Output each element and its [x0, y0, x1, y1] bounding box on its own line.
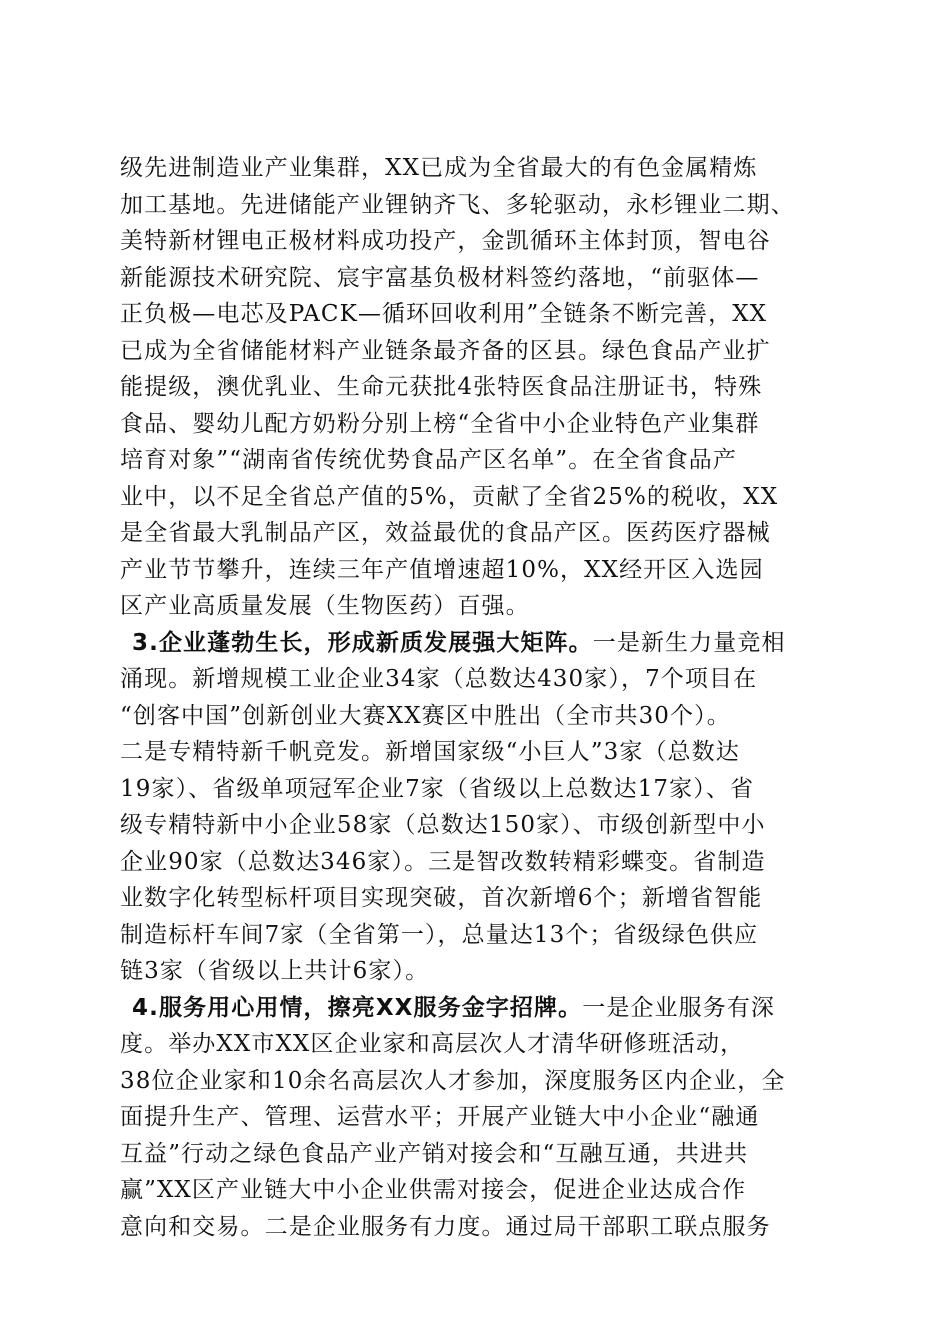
section-heading: 3.企业蓬勃生长，形成新质发展强大矩阵。	[132, 629, 593, 656]
section-heading: 4.服务用心用情，擦亮XX服务金字招牌。	[132, 994, 583, 1021]
text-line: 业中，以不足全省总产值的5%，贡献了全省25%的税收，XX	[120, 483, 779, 510]
text-line: 食品、婴幼儿配方奶粉分别上榜“全省中小企业特色产业集群	[120, 410, 760, 437]
text-line: 已成为全省储能材料产业链条最齐备的区县。绿色食品产业扩	[120, 337, 771, 364]
paragraph-heading-line	[120, 990, 832, 1027]
heading-continuation: 一是新生力量竞相	[592, 629, 786, 656]
paragraph-enterprise-service	[120, 990, 832, 1246]
heading-continuation: 一是企业服务有深	[582, 994, 776, 1021]
text-line: 制造标杆车间7家（全省第一），总量达13个；省级绿色供应	[120, 921, 759, 948]
text-line: 能提级，澳优乳业、生命元获批4张特医食品注册证书，特殊	[120, 374, 763, 400]
text-line: 级先进制造业产业集群，XX已成为全省最大的有色金属精炼	[120, 155, 758, 181]
text-line: 面提升生产、管理、运营水平；开展产业链大中小企业“融通	[120, 1104, 760, 1130]
text-line: 新能源技术研究院、宸宇富基负极材料签约落地，“前驱体—	[120, 264, 760, 291]
text-line: 正负极—电芯及PACK—循环回收利用”全链条不断完善，XX	[120, 301, 768, 327]
text-line: 二是专精特新千帆竞发。新增国家级“小巨人”3家（总数达	[120, 739, 740, 765]
text-line: 赢”XX区产业链大中小企业供需对接会，促进企业达成合作	[120, 1177, 747, 1203]
text-line: 意向和交易。二是企业服务有力度。通过局干部职工联点服务	[120, 1213, 771, 1240]
text-line: 美特新材锂电正极材料成功投产，金凯循环主体封顶，智电谷	[120, 228, 771, 254]
paragraph-industry-clusters	[120, 150, 832, 625]
text-line: 业数字化转型标杆项目实现突破，首次新增6个；新增省智能	[120, 885, 763, 911]
text-line: 级专精特新中小企业58家（总数达150家）、市级创新型中小	[120, 812, 766, 838]
text-line: 培育对象”“湖南省传统优势食品产区名单”。在全省食品产	[120, 447, 737, 473]
document-body	[120, 150, 832, 1245]
text-line: 链3家（省级以上共计6家）。	[120, 958, 430, 984]
text-line: 加工基地。先进储能产业锂钠齐飞、多轮驱动，永杉锂业二期、	[120, 191, 795, 218]
text-line: 产业节节攀升，连续三年产值增速超10%，XX经开区入选园	[120, 556, 764, 583]
text-line: 度。举办XX市XX区企业家和高层次人才清华研修班活动，	[120, 1031, 745, 1057]
text-line: 19家）、省级单项冠军企业7家（省级以上总数达17家）、省	[120, 775, 755, 802]
text-line: 是全省最大乳制品产区，效益最优的食品产区。医药医疗器械	[120, 520, 771, 546]
text-line: 38位企业家和10余名高层次人才参加，深度服务区内企业，全	[120, 1067, 786, 1094]
paragraph-enterprise-growth	[120, 625, 832, 990]
paragraph-heading-line	[120, 625, 832, 662]
text-line: 区产业高质量发展（生物医药）百强。	[120, 593, 530, 619]
text-line: 企业90家（总数达346家）。三是智改数转精彩蝶变。省制造	[120, 848, 766, 875]
text-line: 互益”行动之绿色食品产业产销对接会和“互融互通，共进共	[120, 1140, 749, 1167]
text-line: “创客中国”创新创业大赛XX赛区中胜出（全市共30个）。	[120, 702, 731, 729]
text-line: 涌现。新增规模工业企业34家（总数达430家），7个项目在	[120, 666, 758, 692]
